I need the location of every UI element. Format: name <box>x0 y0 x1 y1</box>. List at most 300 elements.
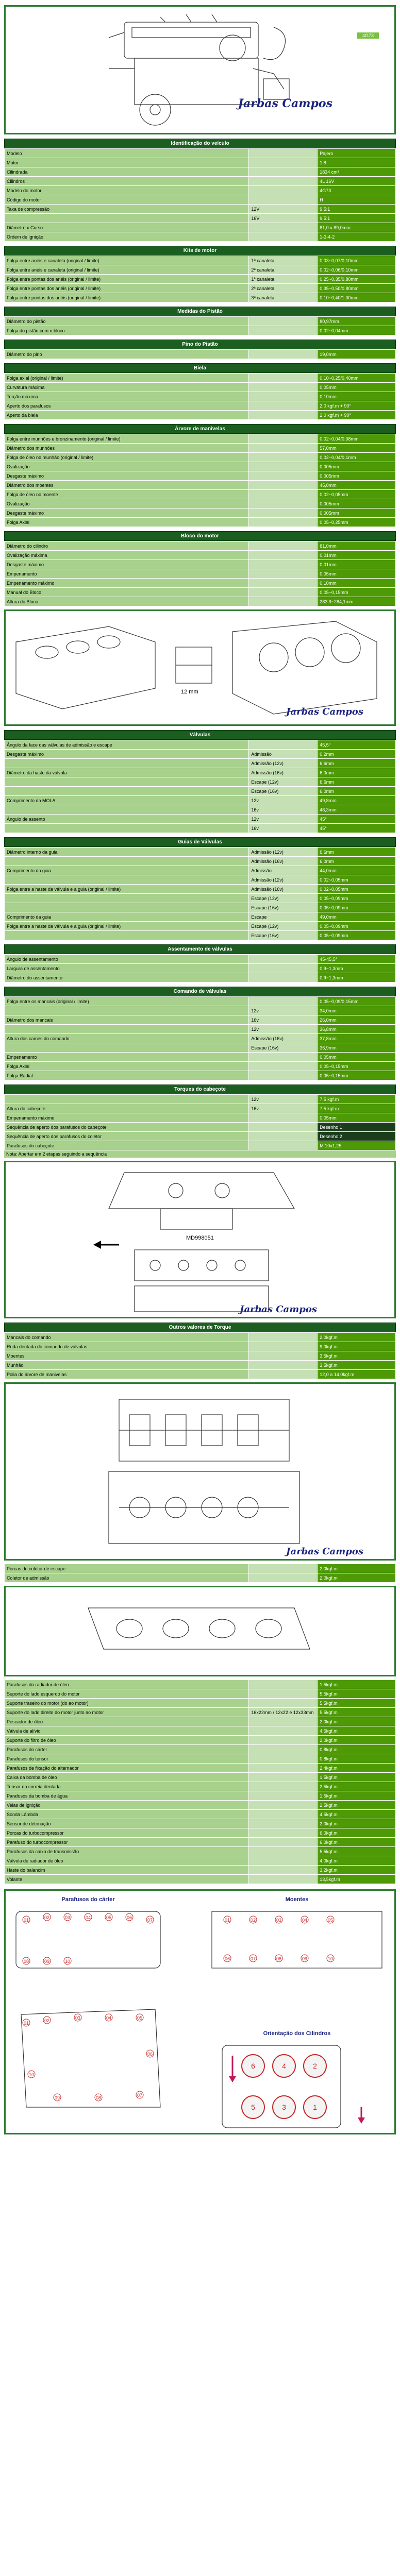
table-row <box>5 284 396 293</box>
row-qualifier: 16x22mm / 12x22 e 12x33mm <box>249 1708 318 1717</box>
row-value: 5,5kgf.m <box>318 1699 396 1708</box>
row-label: Sequência de aperto dos parafusos do coletor <box>5 1132 249 1141</box>
table-row <box>5 885 396 894</box>
table-row <box>5 374 396 383</box>
row-qualifier: 12v <box>249 815 318 824</box>
table-row <box>5 857 396 866</box>
row-qualifier: 12V <box>249 205 318 214</box>
row-qualifier: 12v <box>249 1025 318 1034</box>
row-value: 0,10~0,40/1,00mm <box>318 293 396 302</box>
section-title-arvore: Árvore de manivelas <box>4 424 396 434</box>
row-value: 0,2mm <box>318 750 396 759</box>
row-value: 0,05mm <box>318 1113 396 1123</box>
row-qualifier: Admissão (16v) <box>249 1034 318 1043</box>
row-qualifier: 2ª canaleta <box>249 265 318 275</box>
row-value: 4,5kgf.m <box>318 1810 396 1819</box>
row-qualifier <box>249 1564 318 1573</box>
row-value: 0,05~0,09mm <box>318 931 396 940</box>
engine-code-tag: 4G73 <box>357 32 379 39</box>
row-label: Desgaste máximo <box>5 750 249 759</box>
row-label: Torção máxima <box>5 392 249 401</box>
row-label: Empenamento máximo <box>5 579 249 588</box>
row-label: Empenamento <box>5 1053 249 1062</box>
table-row <box>5 1025 396 1034</box>
row-label: Ovalização <box>5 462 249 471</box>
row-label: Ângulo de assento <box>5 815 249 824</box>
table-row <box>5 149 396 158</box>
row-value: 9,5:1 <box>318 214 396 223</box>
table-row <box>5 1342 396 1351</box>
row-label <box>5 857 249 866</box>
row-value: 0,005mm <box>318 499 396 509</box>
table-coletores <box>4 1564 396 1583</box>
table-row <box>5 462 396 471</box>
row-label: Código do motor <box>5 195 249 205</box>
table-row <box>5 560 396 569</box>
row-label: Manual do Bloco <box>5 588 249 597</box>
table-row <box>5 158 396 167</box>
row-label <box>5 1095 249 1104</box>
row-value: 1-3-4-2 <box>318 232 396 242</box>
row-qualifier <box>249 317 318 326</box>
row-qualifier <box>249 1875 318 1884</box>
row-value: 0,02~0,04mm <box>318 326 396 335</box>
row-value: 13,5kgf.m <box>318 1875 396 1884</box>
row-label: Volante <box>5 1875 249 1884</box>
row-value: 0,05~0,09mm <box>318 894 396 903</box>
table-row <box>5 740 396 750</box>
head-torque-diagram-frame <box>4 1161 396 1318</box>
row-qualifier <box>249 1764 318 1773</box>
row-label: Folga entre a haste da válvula e a guia (original / limite) <box>5 885 249 894</box>
crankshaft-diagram <box>6 1384 394 1559</box>
table-bloco <box>4 541 396 606</box>
table-row <box>5 1123 396 1132</box>
row-qualifier <box>249 1113 318 1123</box>
bottom-diagrams-frame <box>4 1889 396 2134</box>
row-value: 6,0kgf.m <box>318 1828 396 1838</box>
row-value: 2,0kgf.m <box>318 1333 396 1342</box>
row-label <box>5 875 249 885</box>
row-label: Comprimento da MOLA <box>5 796 249 805</box>
row-value: 2,4kgf.m <box>318 1764 396 1773</box>
row-label: Suporte do lado direito do motor junto ao motor <box>5 1708 249 1717</box>
row-qualifier <box>249 740 318 750</box>
row-qualifier <box>249 1782 318 1791</box>
moente-number: 06 <box>224 1956 230 1961</box>
row-value: 6,0mm <box>318 787 396 796</box>
row-label: Velas de ignição <box>5 1801 249 1810</box>
row-label: Suporte do filtro de óleo <box>5 1736 249 1745</box>
row-qualifier <box>249 1361 318 1370</box>
table-row <box>5 922 396 931</box>
carter-bolt-number: 06 <box>147 2052 153 2057</box>
row-qualifier: Admissão <box>249 866 318 875</box>
row-label <box>5 903 249 912</box>
table-row <box>5 768 396 777</box>
row-label: Folga entre pontas dos anéis (original / limite) <box>5 275 249 284</box>
row-label: Diâmetro dos mancais <box>5 1015 249 1025</box>
row-qualifier <box>249 509 318 518</box>
table-outros <box>4 1332 396 1379</box>
table-row <box>5 1708 396 1717</box>
row-qualifier <box>249 518 318 527</box>
table-row <box>5 1034 396 1043</box>
row-qualifier <box>249 326 318 335</box>
row-value: 0,10mm <box>318 392 396 401</box>
row-qualifier: Admissão (16v) <box>249 768 318 777</box>
row-qualifier <box>249 186 318 195</box>
row-label: Tensor da correia dentada <box>5 1782 249 1791</box>
row-label: Parafusos do tensor <box>5 1754 249 1764</box>
moente-number: 01 <box>224 1918 230 1923</box>
carter-bolt-number: 05 <box>106 1915 112 1920</box>
row-label: Suporte traseiro do motor (do ao motor) <box>5 1699 249 1708</box>
row-qualifier <box>249 569 318 579</box>
table-row <box>5 1095 396 1104</box>
table-row <box>5 964 396 973</box>
row-qualifier <box>249 499 318 509</box>
row-value: 45,0mm <box>318 481 396 490</box>
row-value: 49,8mm <box>318 796 396 805</box>
table-row <box>5 265 396 275</box>
table-assento <box>4 954 396 982</box>
table-row <box>5 1113 396 1123</box>
row-qualifier <box>249 588 318 597</box>
carter-bolt-number: 01 <box>23 1918 29 1923</box>
row-label <box>5 805 249 815</box>
row-value: 6,0mm <box>318 857 396 866</box>
table-pino <box>4 349 396 359</box>
row-value: 0,05~0,15mm <box>318 588 396 597</box>
manifold-diagram-frame <box>4 1586 396 1676</box>
table-row <box>5 579 396 588</box>
row-label: Porcas do turbocompressor <box>5 1828 249 1838</box>
carter-bolt-number: 10 <box>28 2072 35 2077</box>
row-label: Sensor de detonação <box>5 1819 249 1828</box>
row-value: 0,02~0,04/0,1mm <box>318 453 396 462</box>
carter-bolt-number: 02 <box>44 2018 50 2023</box>
row-value: 1834 cm³ <box>318 167 396 177</box>
row-qualifier <box>249 1819 318 1828</box>
row-qualifier: Escape (12v) <box>249 777 318 787</box>
row-value: 7,5 kgf.m <box>318 1095 396 1104</box>
row-value: 36,8mm <box>318 1025 396 1034</box>
row-value: 0,35~0,50/0,80mm <box>318 284 396 293</box>
row-value: 81,0mm <box>318 541 396 551</box>
row-value: 0,005mm <box>318 509 396 518</box>
row-label: Sequência de aperto dos parafusos do cabeçote <box>5 1123 249 1132</box>
row-value: 0,05mm <box>318 383 396 392</box>
table-row <box>5 1053 396 1062</box>
row-label <box>5 1006 249 1015</box>
table-row <box>5 1866 396 1875</box>
row-qualifier: Admissão (12v) <box>249 875 318 885</box>
row-label: Parafusos do radiador de óleo <box>5 1680 249 1689</box>
carter-bolt-number: 04 <box>85 1915 91 1920</box>
row-value: Pajero <box>318 149 396 158</box>
row-value: 5,5kgf.m <box>318 1708 396 1717</box>
row-label: Moentes <box>5 1351 249 1361</box>
table-row <box>5 1361 396 1370</box>
table-row <box>5 750 396 759</box>
row-value: 0,05~0,09/0,15mm <box>318 997 396 1006</box>
row-qualifier <box>249 1838 318 1847</box>
row-qualifier <box>249 1342 318 1351</box>
table-row <box>5 931 396 940</box>
row-label: Ordem de ignição <box>5 232 249 242</box>
row-label: Aperto dos parafusos <box>5 401 249 411</box>
row-qualifier <box>249 481 318 490</box>
row-label: Desgaste máximo <box>5 560 249 569</box>
table-row <box>5 759 396 768</box>
row-qualifier <box>249 177 318 186</box>
cylinder-number: 6 <box>251 2062 255 2070</box>
row-value: 0,10mm <box>318 579 396 588</box>
row-value: 2,5kgf.m <box>318 1801 396 1810</box>
cylinder-number: 3 <box>282 2103 286 2111</box>
row-qualifier <box>249 350 318 359</box>
row-label: Parafusos do cabeçote <box>5 1141 249 1150</box>
row-qualifier: Escape (16v) <box>249 787 318 796</box>
moente-number: 02 <box>250 1918 256 1923</box>
carter-bolt-number: 05 <box>137 2015 143 2021</box>
row-label: Modelo do motor <box>5 186 249 195</box>
table-row <box>5 1104 396 1113</box>
row-label: Folga de óleo no munhão (original / limite) <box>5 453 249 462</box>
table-row <box>5 518 396 527</box>
row-value: 6,0mm <box>318 768 396 777</box>
row-value: 4,5kgf.m <box>318 1726 396 1736</box>
row-qualifier <box>249 1736 318 1745</box>
table-row <box>5 1370 396 1379</box>
row-value: 0,02~0,05mm <box>318 875 396 885</box>
row-qualifier <box>249 1071 318 1080</box>
table-torques <box>4 1094 396 1150</box>
table-row <box>5 195 396 205</box>
row-qualifier <box>249 158 318 167</box>
row-value: 19,0mm <box>318 350 396 359</box>
row-value: 0,05~0,15mm <box>318 1062 396 1071</box>
row-label <box>5 1043 249 1053</box>
row-value: Desenho 2 <box>318 1132 396 1141</box>
carter-bolt-number: 09 <box>44 1959 50 1964</box>
table-row <box>5 1847 396 1856</box>
row-qualifier: 12v <box>249 1006 318 1015</box>
row-qualifier: 2ª canaleta <box>249 284 318 293</box>
row-value: 0,05~0,09mm <box>318 903 396 912</box>
row-label: Folga Axial <box>5 518 249 527</box>
block-dimension-label: 12 mm <box>181 689 198 695</box>
row-value: 5,5kgf.m <box>318 1689 396 1699</box>
table-row <box>5 1773 396 1782</box>
row-label: Diâmetro do assentamento <box>5 973 249 982</box>
row-qualifier: Admissão (16v) <box>249 885 318 894</box>
row-qualifier <box>249 1699 318 1708</box>
row-qualifier: Escape (16v) <box>249 903 318 912</box>
table-row <box>5 509 396 518</box>
row-qualifier <box>249 1141 318 1150</box>
table-row <box>5 1801 396 1810</box>
carter-bolt-number: 01 <box>23 2021 29 2026</box>
row-qualifier: Escape (16v) <box>249 1043 318 1053</box>
row-qualifier <box>249 1333 318 1342</box>
table-row <box>5 597 396 606</box>
row-qualifier <box>249 1680 318 1689</box>
moente-number: 09 <box>302 1956 308 1961</box>
table-pistao <box>4 316 396 335</box>
table-row <box>5 903 396 912</box>
row-value: 3,5kgf.m <box>318 1361 396 1370</box>
table-row <box>5 1689 396 1699</box>
row-qualifier <box>249 541 318 551</box>
row-label: Ângulo da face das válvulas de admissão e escape <box>5 740 249 750</box>
table-diversos <box>4 1680 396 1884</box>
row-qualifier <box>249 462 318 471</box>
row-value: 0,25~0,35/0,80mm <box>318 275 396 284</box>
row-label: Aperto da biela <box>5 411 249 420</box>
table-row <box>5 1764 396 1773</box>
row-label <box>5 759 249 768</box>
row-label <box>5 787 249 796</box>
section-title-guias: Guias de Válvulas <box>4 837 396 847</box>
carter-bolt-number: 07 <box>147 1918 153 1923</box>
table-row <box>5 1717 396 1726</box>
row-value: 0,9~1,3mm <box>318 973 396 982</box>
carter-bolt-number: 08 <box>95 2095 102 2100</box>
row-label: Diâmetro do pino <box>5 350 249 359</box>
row-label <box>5 931 249 940</box>
cylinder-number: 5 <box>251 2103 255 2111</box>
table-row <box>5 541 396 551</box>
row-qualifier <box>249 1717 318 1726</box>
row-qualifier <box>249 167 318 177</box>
row-value: 0,005mm <box>318 471 396 481</box>
table-row <box>5 256 396 265</box>
row-value: 5,5kgf.m <box>318 1847 396 1856</box>
row-qualifier: 1ª canaleta <box>249 256 318 265</box>
row-qualifier <box>249 434 318 444</box>
row-qualifier: Escape (12v) <box>249 894 318 903</box>
row-value: 2,0kgf.m <box>318 1736 396 1745</box>
row-label: Diâmetro x Curso <box>5 223 249 232</box>
row-value: 44,0mm <box>318 866 396 875</box>
table-row <box>5 1015 396 1025</box>
row-label: Diâmetro do pistão <box>5 317 249 326</box>
table-row <box>5 1856 396 1866</box>
row-value: 283,9~284,1mm <box>318 597 396 606</box>
table-row <box>5 490 396 499</box>
table-row <box>5 499 396 509</box>
row-value: 0,02~0,05mm <box>318 885 396 894</box>
row-qualifier <box>249 560 318 569</box>
row-label: Pescador de óleo <box>5 1717 249 1726</box>
table-row <box>5 1726 396 1736</box>
row-value: 36,9mm <box>318 1043 396 1053</box>
row-value: 1,5kgf.m <box>318 1773 396 1782</box>
row-qualifier <box>249 223 318 232</box>
row-label: Parafusos da bomba de água <box>5 1791 249 1801</box>
table-row <box>5 232 396 242</box>
brand-watermark: Jarbas Campos <box>238 97 332 110</box>
row-label: Altura dos cames do comando <box>5 1034 249 1043</box>
row-qualifier <box>249 1754 318 1764</box>
table-row <box>5 815 396 824</box>
row-qualifier: 12v <box>249 796 318 805</box>
row-value: 0,05~0,25mm <box>318 518 396 527</box>
row-value: 26,0mm <box>318 1015 396 1025</box>
row-value: 37,8mm <box>318 1034 396 1043</box>
row-value: 45° <box>318 815 396 824</box>
row-label: Desgaste máximo <box>5 471 249 481</box>
cylinder-number: 2 <box>313 2062 317 2070</box>
row-label: Mancais do comando <box>5 1333 249 1342</box>
table-identificacao <box>4 148 396 242</box>
row-qualifier <box>249 579 318 588</box>
carter-bolt-number: 09 <box>54 2095 60 2100</box>
row-qualifier: Admissão (16v) <box>249 857 318 866</box>
row-qualifier <box>249 973 318 982</box>
row-qualifier <box>249 383 318 392</box>
row-value: 0,005mm <box>318 462 396 471</box>
row-qualifier <box>249 1801 318 1810</box>
table-row <box>5 350 396 359</box>
row-value: 2,0 kgf.m + 90° <box>318 401 396 411</box>
row-qualifier <box>249 1370 318 1379</box>
row-qualifier <box>249 1810 318 1819</box>
row-label: Parafuso do turbocompressor <box>5 1838 249 1847</box>
table-row <box>5 214 396 223</box>
manifold-diagram <box>6 1587 394 1675</box>
table-row <box>5 894 396 903</box>
moente-number: 04 <box>302 1918 308 1923</box>
table-row <box>5 1141 396 1150</box>
row-label: Taxa de compressão <box>5 205 249 214</box>
carter-bolt-number: 03 <box>64 1915 71 1920</box>
table-row <box>5 777 396 787</box>
table-row <box>5 481 396 490</box>
row-value: 12,0 a 14,0kgf.m <box>318 1370 396 1379</box>
row-value: 1,5kgf.m <box>318 1680 396 1689</box>
table-row <box>5 848 396 857</box>
row-label: Diâmetro interno da guia <box>5 848 249 857</box>
table-row <box>5 392 396 401</box>
table-row <box>5 1043 396 1053</box>
section-title-biela: Biela <box>4 363 396 373</box>
cylinder-number: 4 <box>282 2062 286 2070</box>
row-qualifier <box>249 374 318 383</box>
row-value: 0,05mm <box>318 569 396 579</box>
row-label: Diâmetro do cilindro <box>5 541 249 551</box>
row-label: Munhão <box>5 1361 249 1370</box>
row-value: Desenho 1 <box>318 1123 396 1132</box>
row-value: 45-45,5° <box>318 955 396 964</box>
row-label: Largura de assentamento <box>5 964 249 973</box>
row-label: Roda dentada do comando de válvulas <box>5 1342 249 1351</box>
row-qualifier: 16v <box>249 1104 318 1113</box>
carter-bolt-number: 08 <box>23 1959 29 1964</box>
moente-number: 05 <box>327 1918 334 1923</box>
table-row <box>5 1745 396 1754</box>
table-row <box>5 434 396 444</box>
row-qualifier <box>249 1856 318 1866</box>
row-label: Suporte do lado esquerdo do motor <box>5 1689 249 1699</box>
row-value: 0,05~0,15mm <box>318 1071 396 1080</box>
row-value: 0,03~0,07/0,10mm <box>318 256 396 265</box>
row-qualifier <box>249 597 318 606</box>
row-label: Parafusos de fixação do alternador <box>5 1764 249 1773</box>
table-row <box>5 588 396 597</box>
